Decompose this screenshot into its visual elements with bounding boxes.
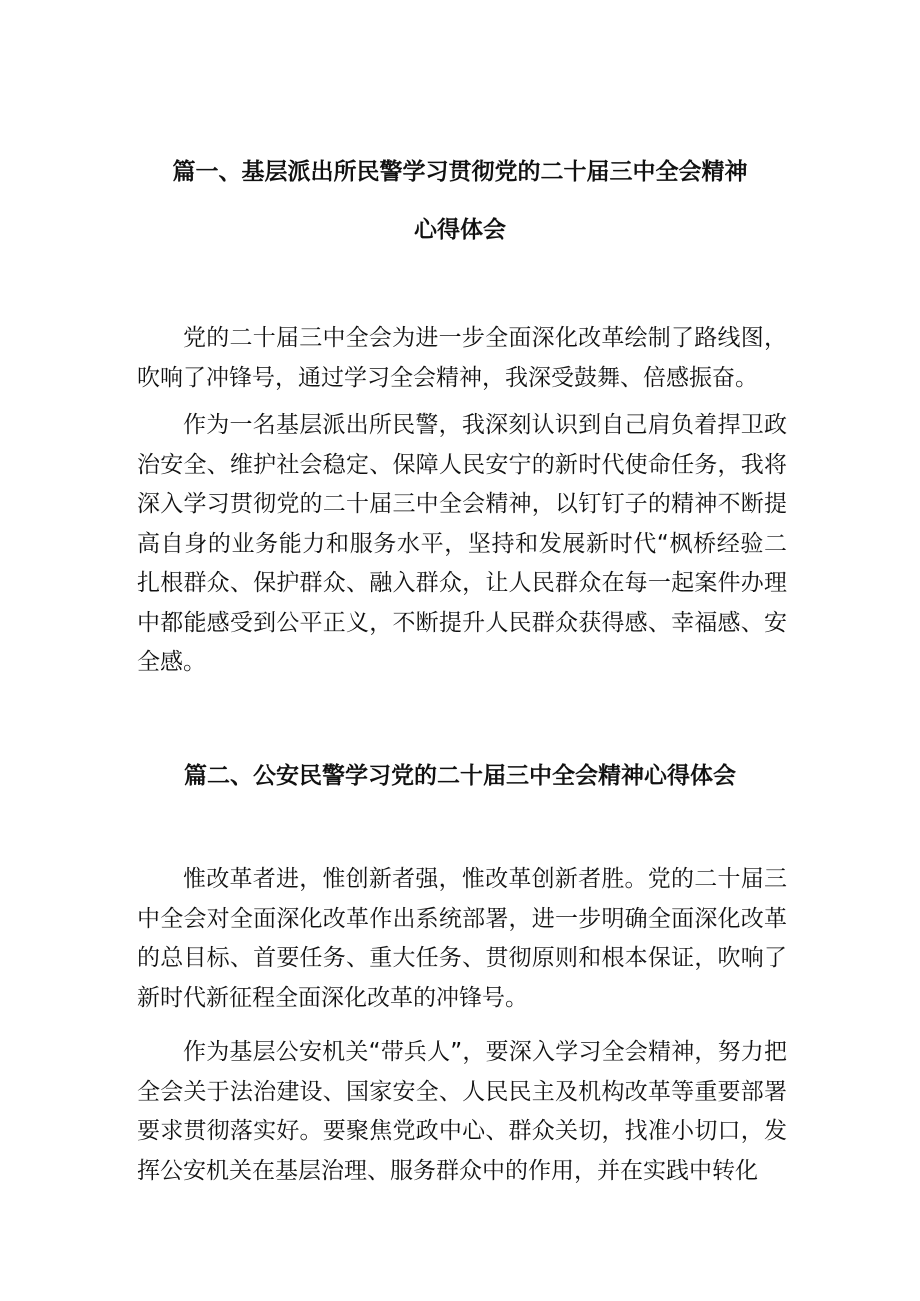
section2-title: 篇二、公安民警学习党的二十届三中全会精神心得体会 — [184, 763, 736, 789]
section1-title-line1: 篇一、基层派出所民警学习贯彻党的二十届三中全会精神 — [172, 159, 748, 185]
section1-paragraph-1: 党的二十届三中全会为进一步全面深化改革绘制了路线图，吹响了冲锋号，通过学习全会精神，我深受鼓舞、倍感振奋。 — [137, 325, 787, 391]
section1-paragraph-2: 作为一名基层派出所民警，我深刻认识到自己肩负着捍卫政治安全、维护社会稳定、保障人民安宁的新时代使命任务，我将深入学习贯彻党的二十届三中全会精神，以钉钉子的精神不断提高自身的业务能力和服务水平，坚持和发展新时代“枫桥经验二扎根群众、保护群众、融入群众，让人民群众在每一起案件办理中都能感受到公平正义，不断提升人民群众获得感、幸福感、安全感。 — [137, 412, 787, 675]
section1-title-line2: 心得体会 — [414, 217, 506, 243]
section2-paragraph-2: 作为基层公安机关“带兵人”，要深入学习全会精神，努力把全会关于法治建设、国家安全、人民民主及机构改革等重要部署要求贯彻落实好。要聚焦党政中心、群众关切，找准小切口，发挥公安机关在基层治理、服务群众中的作用，并在实践中转化 — [137, 1039, 787, 1184]
section2-paragraph-1: 惟改革者进，惟创新者强，惟改革创新者胜。党的二十届三中全会对全面深化改革作出系统部署，进一步明确全面深化改革的总目标、首要任务、重大任务、贯彻原则和根本保证，吹响了新时代新征程全面深化改革的冲锋号。 — [137, 866, 787, 1011]
